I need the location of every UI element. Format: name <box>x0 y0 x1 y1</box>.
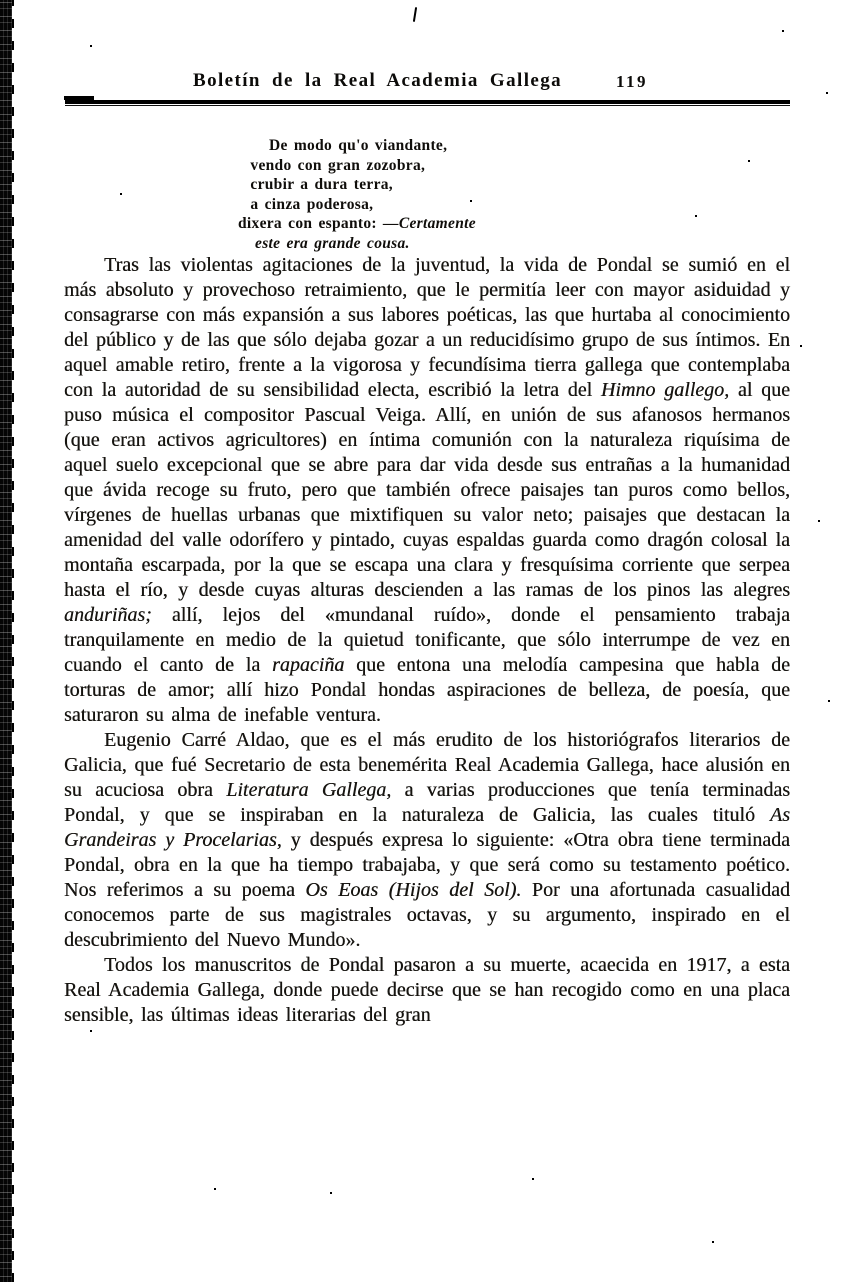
verse-line <box>269 136 476 156</box>
scan-specks <box>0 0 2 2</box>
paragraph <box>64 953 790 1028</box>
text-run: que entona una melodía campesina que habla de torturas de amor; allí hizo Pondal hondas aspiraciones de belleza, de poesía, que saturaron su alma de inefable ventura. <box>64 654 790 726</box>
paragraph <box>64 728 790 953</box>
italic-text-run: Himno gallego, <box>600 379 730 401</box>
italic-text-run: As Grandeiras y Procelarias, <box>64 804 790 851</box>
italic-text-run: rapaciña <box>272 654 345 676</box>
verse-line <box>250 195 476 215</box>
epigraph-verse <box>238 136 476 253</box>
italic-text-run: —Certamente <box>383 215 476 232</box>
header-rule <box>65 100 790 107</box>
page-number: 119 <box>616 72 649 91</box>
body-text <box>64 253 790 1028</box>
text-run: Por una afortunada casualidad conocemos parte de sus magistrales octavas, y su argumento, inspirado en el descubrimiento del Nuevo Mundo». <box>64 879 790 951</box>
text-run: crubir a dura terra, <box>250 176 393 193</box>
text-run: Tras las violentas agitaciones de la juventud, la vida de Pondal se sumió en el más absoluto y provechoso retraimiento, que le permitía leer con mayor asiduidad y consagrarse con más expansión a sus labores poéticas, las que hurtaba al conocimiento del público y de las que sólo dejaba gozar a un reducidísimo grupo de sus íntimos. En aquel amable retiro, frente a la vigorosa y fecundísima tierra gallega que contemplaba con la autoridad de su sensibilidad electa, escribió la letra del <box>64 254 790 401</box>
text-run: De modo qu'o viandante, <box>269 137 448 154</box>
text-run: dixera con espanto: <box>238 215 384 232</box>
scan-binding-shadow <box>0 0 12 1282</box>
italic-text-run: este era grande cousa. <box>255 234 410 252</box>
italic-text-run: Os Eoas (Hijos del Sol). <box>305 879 522 901</box>
italic-text-run: anduriñas; <box>64 604 152 626</box>
text-run: a varias producciones que tenía terminadas Pondal, y que se inspiraban en la naturaleza de Galicia, las cuales tituló <box>64 779 791 826</box>
scan-artifact-tick <box>413 7 417 22</box>
text-run: Eugenio Carré Aldao, que es el más erudito de los historiógrafos literarios de Galicia, que fué Secretario de esta benemérita Real Academia Gallega, hace alusión en su acuciosa obra <box>64 729 790 801</box>
page-header <box>65 70 790 100</box>
verse-line <box>250 156 476 176</box>
text-run: a cinza poderosa, <box>250 195 374 213</box>
text-run: allí, lejos del «mundanal ruído», donde el pensamiento trabaja tranquilamente en medio de la quietud tonificante, que sólo interrumpe de vez en cuando el canto de la <box>64 604 790 676</box>
text-run: Todos los manuscritos de Pondal pasaron a su muerte, acaecida en 1917, a esta Real Academia Gallega, donde puede decirse que se han recogido como en una placa sensible, las últimas ideas literarias del gran <box>64 954 790 1026</box>
italic-text-run: Literatura Gallega, <box>226 779 392 801</box>
text-run: y después expresa lo siguiente: «Otra obra tiene terminada Pondal, obra en la que ha tiempo trabajaba, y que será como su testamento poético. Nos referimos a su poema <box>64 829 790 901</box>
paragraph <box>64 253 790 728</box>
verse-line <box>250 175 476 195</box>
verse-line <box>255 234 476 254</box>
text-run: vendo con gran zozobra, <box>250 156 426 174</box>
journal-title: Boletín de la Real Academia Gallega <box>193 70 563 91</box>
verse-line <box>238 214 476 234</box>
text-run: al que puso música el compositor Pascual Veiga. Allí, en unión de sus afanosos hermanos (que eran activos agricultores) en íntima comunión con la naturaleza riquísima de aquel suelo excepcional que se abre para dar vida desde sus entrañas a la humanidad que ávida recoge su fruto, pero que también ofrece paisajes tan puros como bellos, vírgenes de huellas urbanas que mixtifiquen su valor neto; paisajes que destacan la amenidad del valle odorífero y pintado, cuyas espaldas guarda como dragón colosal la montaña escarpada, por la que se escapa una clara y fresquísima corriente que serpea hasta el río, y desde cuyas alturas descienden a las ramas de los pinos las alegres <box>64 379 791 601</box>
